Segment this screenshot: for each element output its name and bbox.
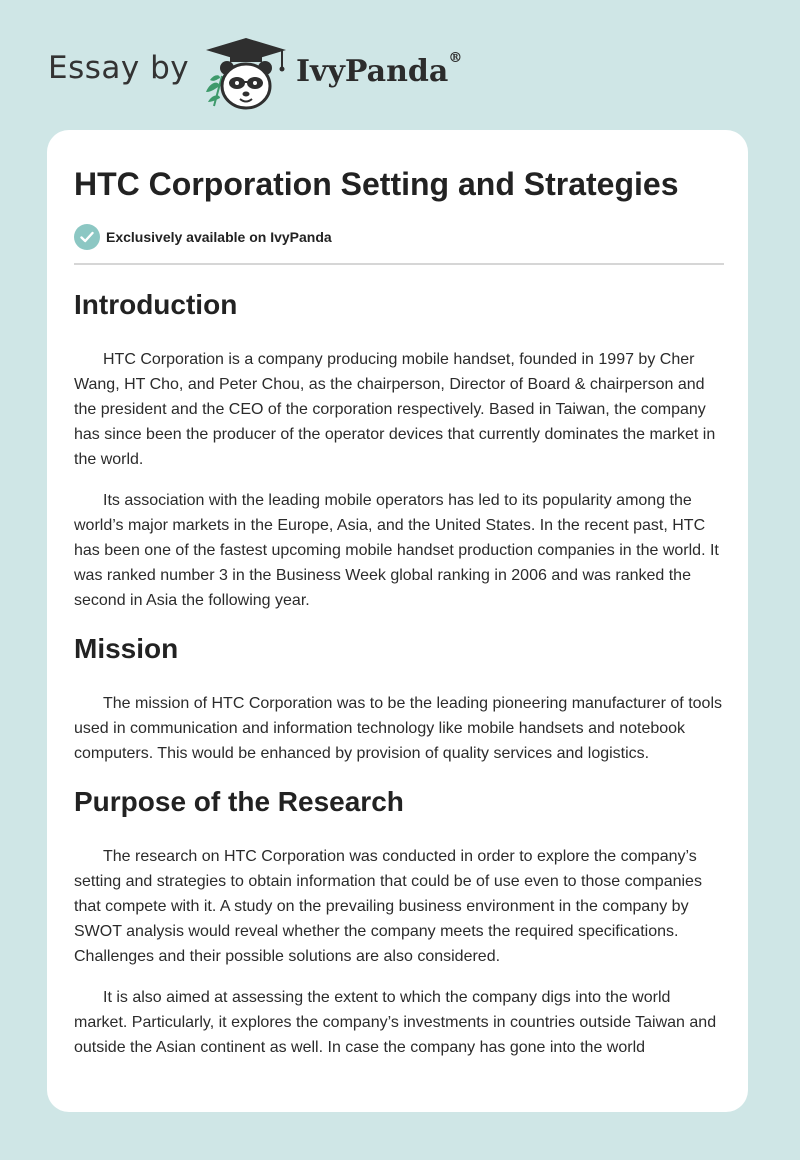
panda-graduate-icon[interactable] (200, 36, 292, 112)
section-heading-mission: Mission (74, 633, 179, 664)
check-icon (74, 224, 100, 250)
brand-header (0, 0, 800, 130)
section-heading-introduction: Introduction (74, 289, 238, 320)
paragraph: The mission of HTC Corporation was to be the leading pioneering manufacturer of tools used in communication and information technology like mobile handsets and notebook computers. This would be enhanced by provision of quality services and logistics. (74, 695, 722, 762)
paragraph: Its association with the leading mobile operators has led to its popularity among the world’s major markets in the Europe, Asia, and the United States. In the recent past, HTC has been one of the fastest upcoming mobile handset production companies in the world. It was ranked number 3 in the Business Week global ranking in 2006 and was ranked the second in Asia the following year. (74, 492, 719, 609)
registered-mark: ® (448, 50, 463, 66)
divider (74, 263, 724, 265)
exclusive-badge (74, 224, 724, 250)
paragraph: HTC Corporation is a company producing mobile handset, founded in 1997 by Cher Wang, HT Cho, and Peter Chou, as the chairperson, Director of Board & chairperson and the president and the CEO of the corporation respectively. Based in Taiwan, the company has since been the producer of the operator devices that currently dominates the market in the world. (74, 351, 716, 468)
brand-name-text: IvyPanda (296, 54, 449, 89)
page-title: HTC Corporation Setting and Strategies (74, 166, 679, 202)
exclusive-badge-label: Exclusively available on IvyPanda (106, 229, 332, 245)
essay-card (47, 130, 748, 1112)
essay-by-label: Essay by (48, 50, 190, 86)
paragraph: The research on HTC Corporation was conducted in order to explore the company’s setting and strategies to obtain information that could be of use even to those companies that compete with it. A study on the prevailing business environment in the company by SWOT analysis would reveal whether the company meets the required specifications. Challenges and their possible solutions are also considered. (74, 848, 702, 965)
brand-name[interactable] (296, 50, 463, 89)
essay-content (74, 162, 724, 1060)
paragraph: It is also aimed at assessing the extent to which the company digs into the world market. Particularly, it explores the company’s investments in countries outside Taiwan and outside the Asian continent as well. In case the company has gone into the world (74, 989, 717, 1056)
section-heading-purpose: Purpose of the Research (74, 786, 404, 817)
